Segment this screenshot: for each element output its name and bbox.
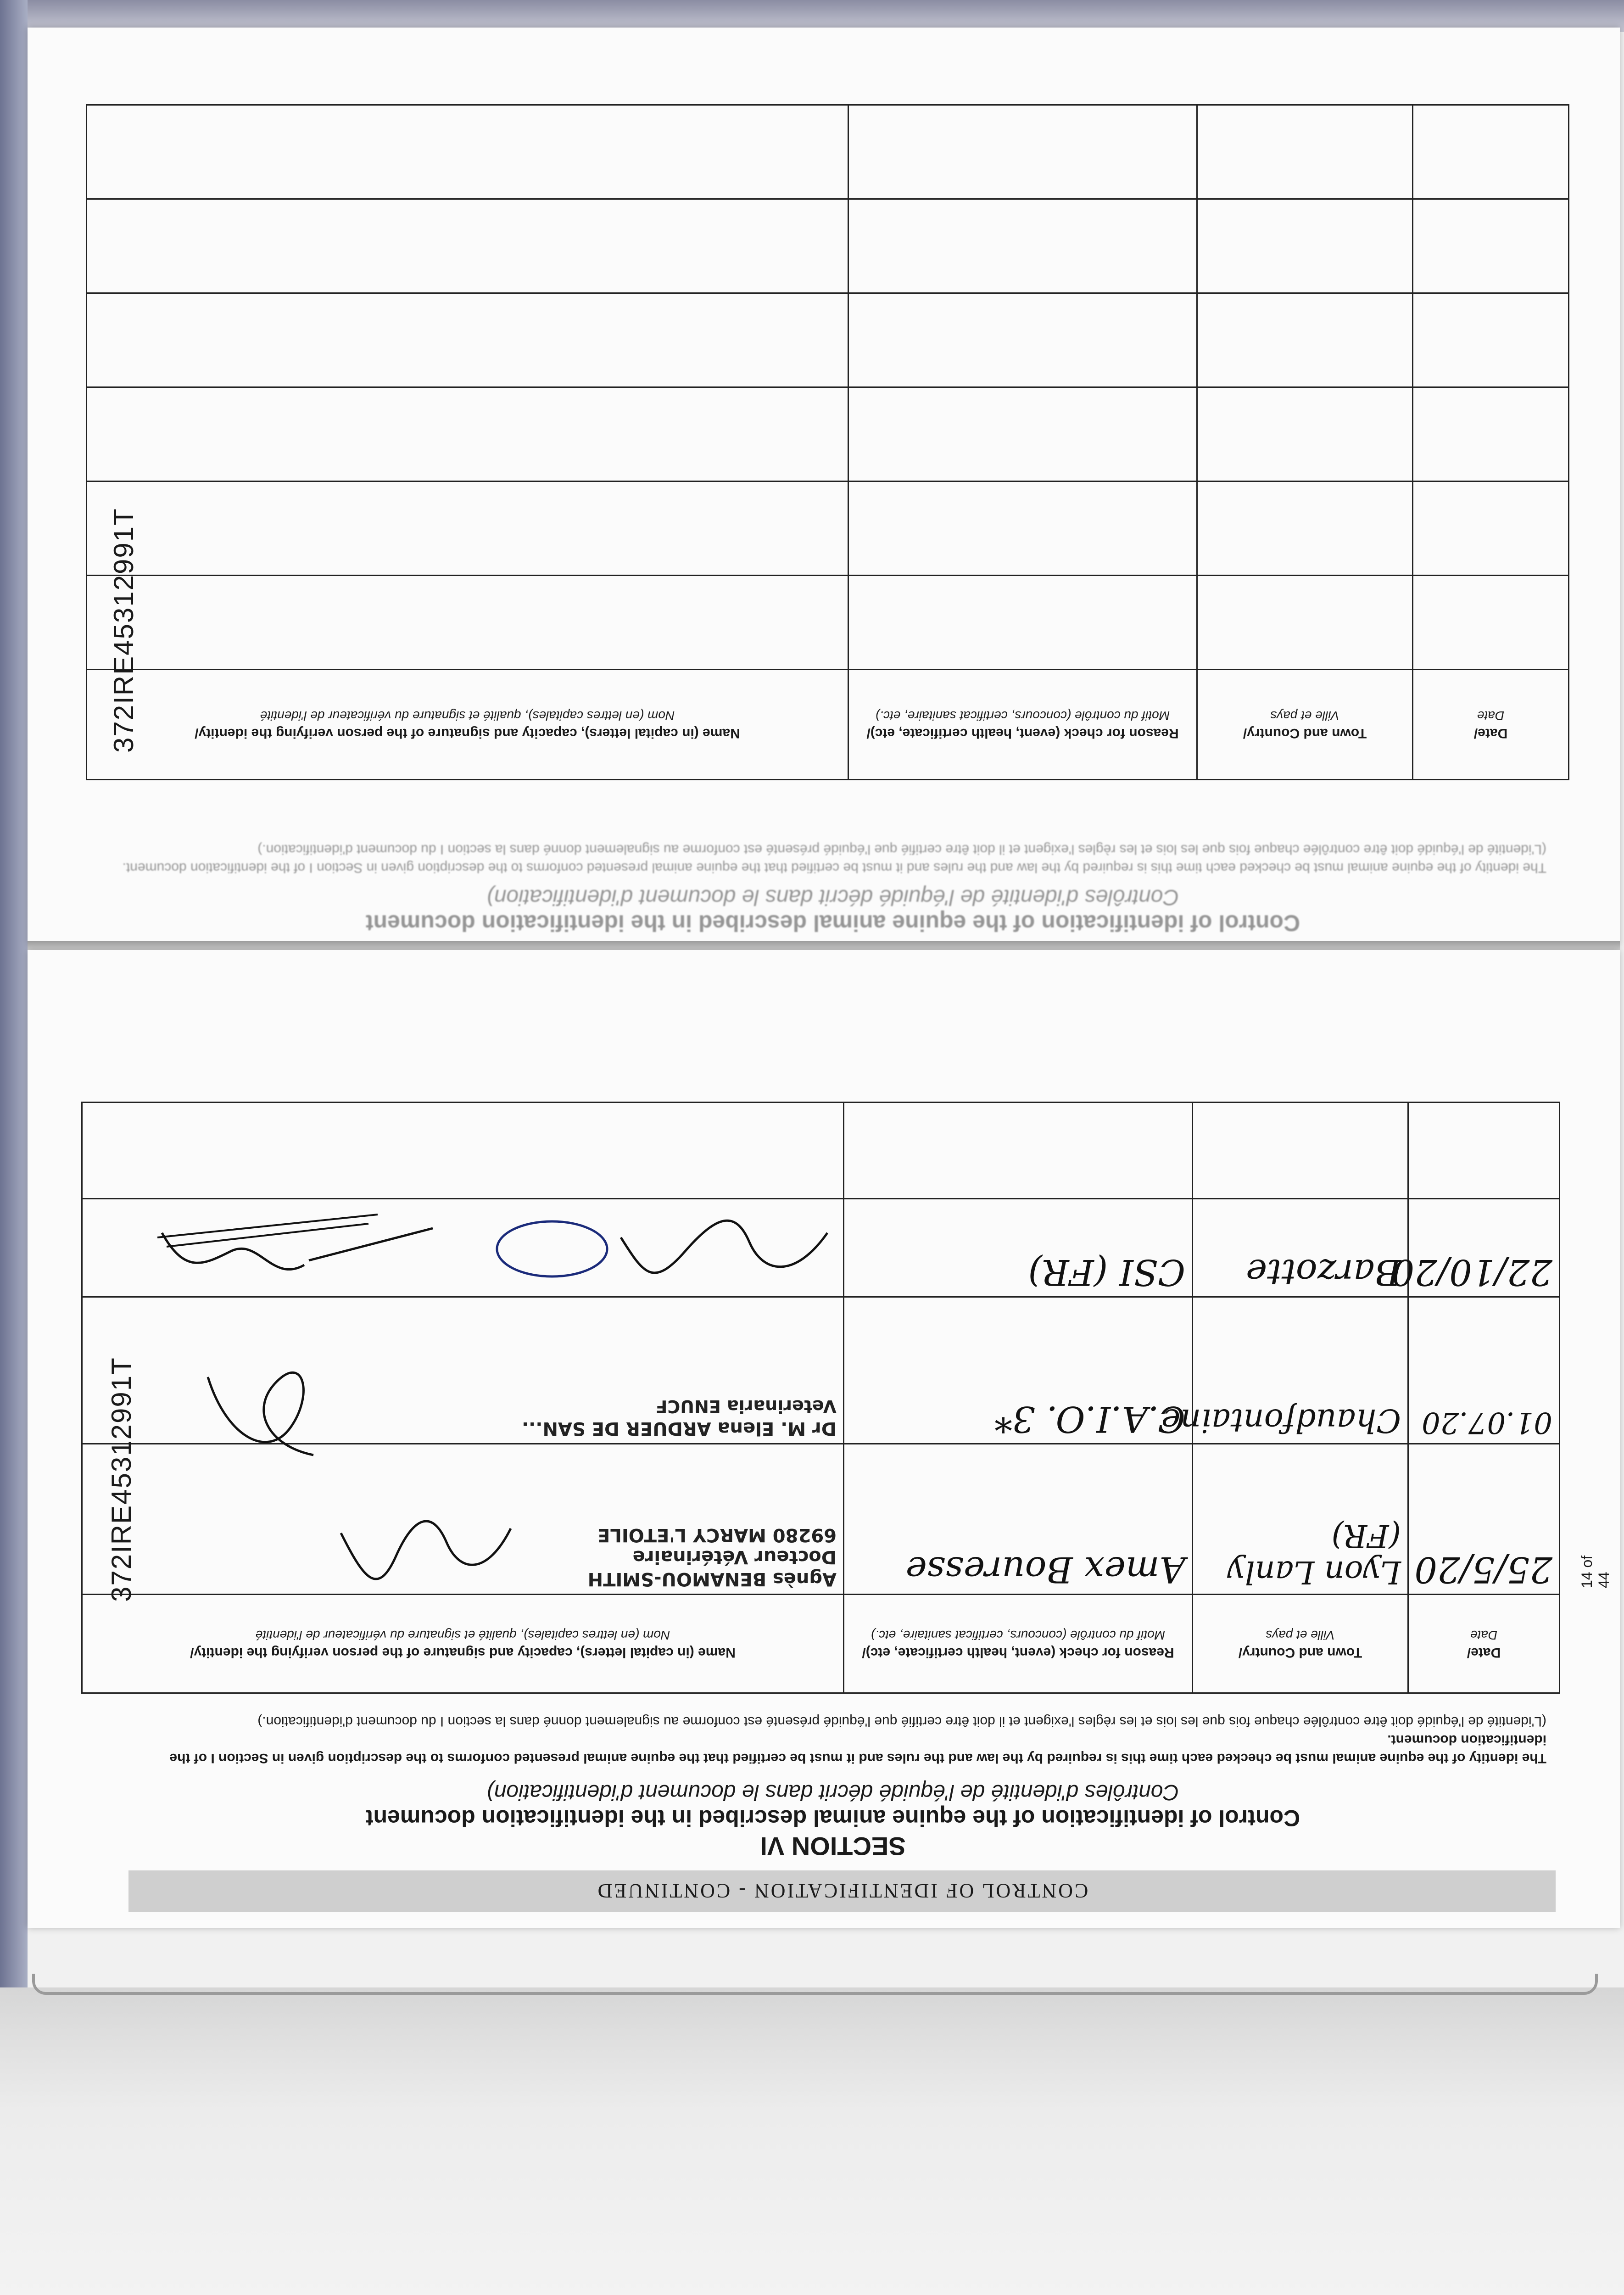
table-row	[82, 1444, 1560, 1595]
upper-page-title: Control of identification of the equine animal described in the identification document Contrôles d'identité de l'équidé décrit dans le document d'identification)	[365, 885, 1300, 936]
table-row	[87, 105, 1569, 199]
intro-text: The identity of the equine animal must be checked each time this is required by the law and the rules and it must be certified that the equine animal presented conforms to the description given in Section I of the identification document. (L'identité de l'équidé doit être contrôlée chaque fois que les lois et les règles l'exigent et il doit être certifié que l'équidé présenté est conforme au signalement donné dans la section I du document d'identification.)	[169, 1714, 1546, 1766]
signature-3	[148, 1205, 837, 1293]
vet-stamp: Dr M. Elena ARDUER DE SAN... Veterinaria ENUCF	[521, 1396, 837, 1439]
entry-reason: CSI (FR)	[844, 1199, 1193, 1297]
entry-reason: Amex Bouresse	[844, 1444, 1193, 1595]
header-reason: Reason for check (event, health certificate, etc)/ Motif du contrôle (concours, certificat sanitaire, etc.)	[844, 1595, 1193, 1693]
document-id-upper: 372IRE45312991T	[108, 508, 139, 753]
upper-control-table	[86, 104, 1569, 780]
table-row	[82, 1103, 1560, 1199]
table-row	[87, 387, 1569, 481]
passport-book	[28, 28, 1620, 1928]
page-subtitle: Contrôles d'identité de l'équidé décrit dans le document d'identification)	[486, 1780, 1179, 1804]
section-title: SECTION VI	[760, 1832, 906, 1861]
binder-cover-left	[0, 0, 28, 1987]
section-band: CONTROL OF IDENTIFICATION - CONTINUED	[128, 1870, 1556, 1912]
document-id-lower: 372IRE45312991T	[106, 1357, 137, 1602]
header-town: Town and Country/ Ville et pays	[1197, 670, 1413, 780]
table-row	[87, 293, 1569, 387]
header-town: Town and Country/ Ville et pays	[1193, 1595, 1408, 1693]
table-row	[87, 576, 1569, 670]
scanner-background	[0, 1987, 1624, 2295]
header-name: Name (in capital letters), capacity and signature of the person verifying the identity/ Nom (en lettres capitales), qualité et signature du vérificateur de l'identité	[82, 1595, 844, 1693]
plastic-sleeve	[32, 1974, 1598, 1995]
header-date: Date/ Date	[1413, 670, 1569, 780]
upper-page-intro: The identity of the equine animal must be checked each time this is required by the law and the rules and it must be certified that the equine animal presented conforms to the description given in Section I of the identification document. (L'identité de l'équidé doit être contrôlée chaque fois que les lois et les règles l'exigent et il doit être certifié que l'équidé présenté est conforme au signalement donné dans la section I du document d'identification.)	[122, 842, 1546, 875]
table-row	[82, 1297, 1560, 1444]
entry-date: 22/10/20	[1408, 1199, 1560, 1297]
entry-town: Barzotte	[1193, 1199, 1408, 1297]
signature-1	[323, 1510, 515, 1584]
table-row	[87, 199, 1569, 293]
entry-verifier	[82, 1297, 844, 1444]
table-row	[82, 1199, 1560, 1297]
entry-town: Chaudfontaine	[1193, 1297, 1408, 1444]
header-date: Date/ Date	[1408, 1595, 1560, 1693]
entry-reason: C.A.I.O. 3*	[844, 1297, 1193, 1444]
entry-verifier	[82, 1444, 844, 1595]
table-row	[87, 481, 1569, 576]
entry-verifier	[82, 1199, 844, 1297]
page-title: Control of identification of the equine animal described in the identification document	[365, 1805, 1300, 1831]
entry-town: Lyon Lanly (FR)	[1193, 1444, 1408, 1595]
section-header	[119, 1780, 1546, 1861]
entry-date: 25/5/20	[1408, 1444, 1560, 1595]
page-number: 14 of 44	[1579, 1555, 1612, 1588]
upper-page	[28, 28, 1620, 946]
entry-date: 01.07.20	[1408, 1297, 1560, 1444]
signature-2	[194, 1372, 332, 1464]
header-name: Name (in capital letters), capacity and signature of the person verifying the identity/ Nom (en lettres capitales), qualité et signature du vérificateur de l'identité	[87, 670, 848, 780]
header-reason: Reason for check (event, health certificate, etc)/ Motif du contrôle (concours, certificat sanitaire, etc.)	[848, 670, 1197, 780]
lower-page	[28, 950, 1620, 1928]
control-table	[81, 1102, 1560, 1694]
vet-stamp: Agnès BENAMOU-SMITH Docteur Vétérinaire 69280 MARCY L'ETOILE	[587, 1524, 837, 1590]
